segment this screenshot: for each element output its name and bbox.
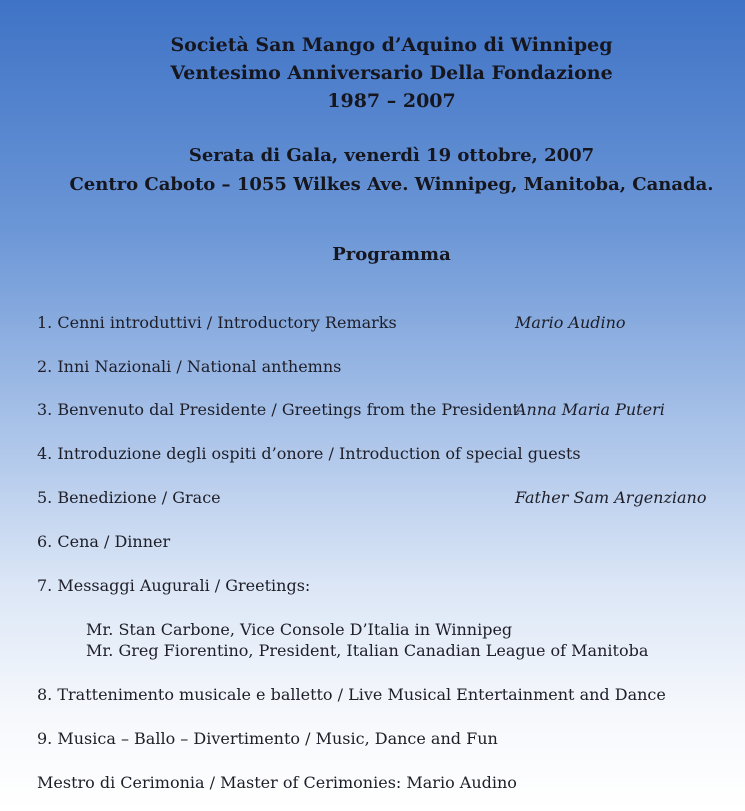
program-item-8: 8. Trattenimento musicale e balletto / Live Musical Entertainment and Dance: [37, 685, 666, 704]
program-title: Programma: [332, 244, 451, 265]
program-item-2: 2. Inni Nazionali / National anthemns: [37, 357, 342, 376]
program-item-5-person: Father Sam Argenziano: [515, 488, 707, 507]
anniversary-title: Ventesimo Anniversario Della Fondazione: [170, 62, 613, 84]
master-of-ceremonies: Mestro di Cerimonia / Master of Cerimonies: Mario Audino: [37, 773, 517, 792]
program-item-6: 6. Cena / Dinner: [37, 532, 171, 551]
greeting-guest-2: Mr. Greg Fiorentino, President, Italian Canadian League of Manitoba: [86, 641, 649, 660]
program-item-1: 1. Cenni introduttivi / Introductory Remarks: [37, 313, 397, 332]
society-title: Società San Mango d’Aquino di Winnipeg: [170, 34, 613, 56]
program-item-4: 4. Introduzione degli ospiti d’onore / Introduction of special guests: [37, 444, 581, 463]
greeting-guest-1: Mr. Stan Carbone, Vice Console D’Italia in Winnipeg: [86, 620, 513, 639]
program-item-3-person: Anna Maria Puteri: [515, 400, 665, 419]
program-item-7: 7. Messaggi Augurali / Greetings:: [37, 576, 311, 595]
program-item-3: 3. Benvenuto dal Presidente / Greetings from the President: [37, 400, 519, 419]
event-date: Serata di Gala, venerdì 19 ottobre, 2007: [188, 145, 595, 166]
program-item-1-person: Mario Audino: [515, 313, 626, 332]
years: 1987 – 2007: [327, 90, 456, 112]
venue: Centro Caboto – 1055 Wilkes Ave. Winnipeg, Manitoba, Canada.: [69, 174, 714, 195]
program-item-5: 5. Benedizione / Grace: [37, 488, 221, 507]
program-item-9: 9. Musica – Ballo – Divertimento / Music, Dance and Fun: [37, 729, 498, 748]
